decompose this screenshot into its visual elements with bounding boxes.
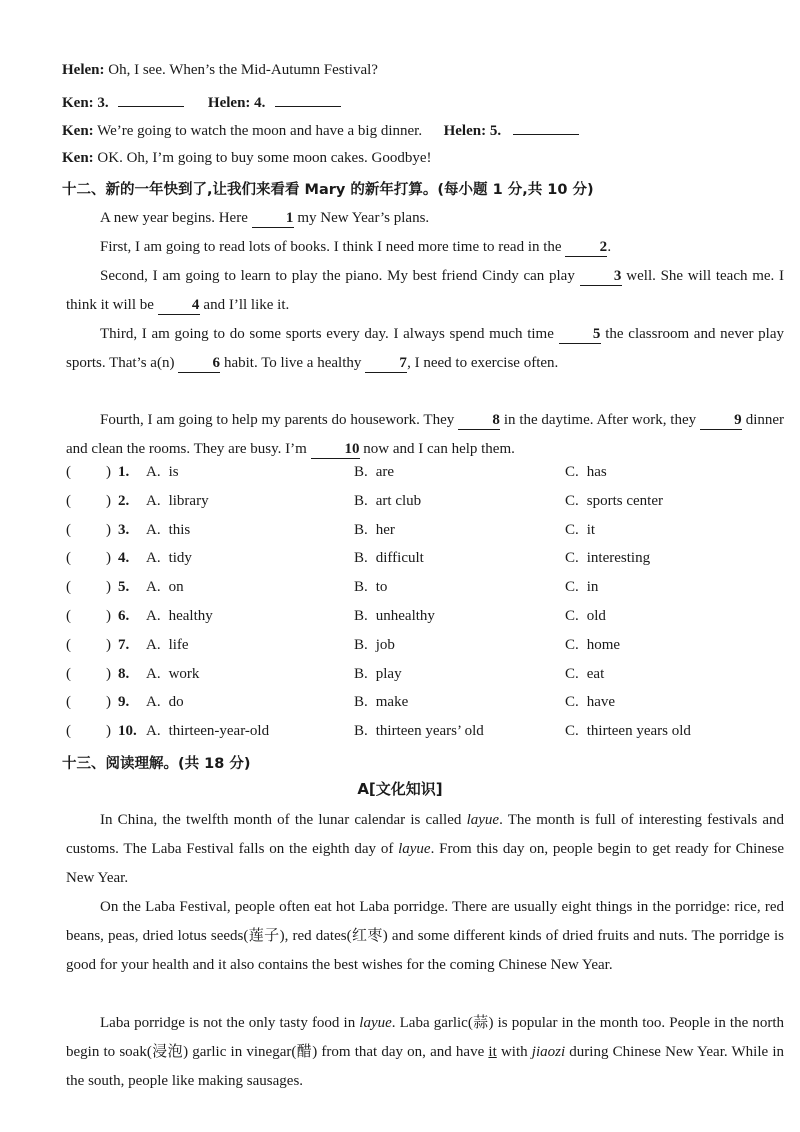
cloze-text: dinner and clean the rooms. They are busy. I’m — [66, 412, 785, 457]
option-text: make — [375, 694, 409, 711]
option-a[interactable] — [146, 522, 190, 539]
question-number: 5. — [118, 579, 130, 596]
option-label-c: C. — [565, 464, 579, 480]
answer-paren-open[interactable]: ( — [66, 636, 71, 653]
option-text: to — [375, 579, 388, 596]
reading-text: . The month is full of interesting festivals and customs. The Laba Festival falls on the eighth day of — [66, 812, 785, 857]
option-label-a: A. — [146, 550, 161, 567]
cloze-blank-1[interactable]: 1 — [252, 209, 294, 228]
option-row-5 — [66, 579, 784, 608]
option-text: work — [168, 665, 200, 682]
answer-paren-open[interactable]: ( — [66, 550, 71, 567]
answer-blank-3[interactable] — [118, 92, 184, 107]
option-c[interactable] — [565, 550, 650, 567]
pinyin-term: layue — [359, 1015, 392, 1031]
speaker-label: Helen: — [62, 62, 105, 78]
option-row-8 — [66, 666, 784, 695]
option-text: tidy — [168, 550, 192, 567]
option-text: interesting — [586, 550, 651, 567]
option-text: sports center — [586, 492, 663, 509]
option-a[interactable] — [146, 723, 269, 740]
option-b[interactable] — [354, 522, 395, 539]
cloze-paragraph-5 — [66, 406, 784, 464]
option-c[interactable] — [565, 637, 620, 654]
cloze-blank-6[interactable]: 6 — [178, 354, 220, 373]
speaker-label: Helen: — [207, 95, 251, 111]
option-label-a: A. — [146, 492, 161, 509]
option-b[interactable] — [354, 464, 394, 481]
answer-paren-open[interactable]: ( — [66, 521, 71, 538]
option-label-b: B. — [354, 694, 368, 711]
option-text: have — [586, 694, 616, 711]
option-c[interactable] — [565, 666, 604, 683]
answer-paren-close[interactable]: ) — [106, 550, 111, 567]
option-text: old — [586, 607, 606, 624]
answer-paren-close[interactable]: ) — [106, 723, 111, 740]
answer-paren-close[interactable]: ) — [106, 636, 111, 653]
option-row-4 — [66, 550, 784, 579]
cloze-paragraph-4 — [66, 320, 784, 378]
section-13-title: 十三、阅读理解。(共 18 分) — [62, 756, 251, 772]
option-label-c: C. — [565, 579, 579, 596]
option-text: on — [168, 579, 184, 596]
option-label-a: A. — [146, 723, 161, 740]
dialogue-text: Oh, I see. When’s the Mid-Autumn Festival? — [104, 62, 378, 78]
cloze-text: and I’ll like it. — [203, 297, 290, 313]
dialogue-line-1 — [62, 62, 378, 79]
option-text: is — [168, 464, 179, 480]
option-c[interactable] — [565, 723, 691, 740]
answer-paren-open[interactable]: ( — [66, 607, 71, 624]
option-label-b: B. — [354, 492, 368, 509]
option-label-c: C. — [565, 550, 579, 567]
speaker-label: Ken: — [62, 123, 94, 139]
option-label-b: B. — [354, 550, 368, 567]
passage-title: A[文化知识] — [357, 780, 443, 798]
question-number: 9. — [118, 694, 130, 711]
option-b[interactable] — [354, 694, 408, 711]
dialogue-line-2 — [62, 92, 341, 112]
cloze-text: the classroom and never play sports. That’s a(n) — [66, 326, 784, 371]
option-label-c: C. — [565, 723, 579, 740]
cloze-blank-4[interactable]: 4 — [158, 296, 200, 315]
cloze-text: my New Year’s plans. — [297, 210, 430, 226]
reading-text: . Laba garlic(蒜) is popular in the month too. People in the north begin to soak(浸泡) garlic in vinegar(醋) from that day on, and have — [66, 1015, 784, 1060]
option-label-a: A. — [146, 464, 161, 480]
answer-paren-close[interactable]: ) — [106, 521, 111, 538]
option-label-b: B. — [354, 723, 368, 740]
cloze-blank-3[interactable]: 3 — [580, 267, 622, 286]
option-b[interactable] — [354, 579, 387, 596]
cloze-blank-7[interactable]: 7 — [365, 354, 407, 373]
option-a[interactable] — [146, 493, 209, 510]
option-text: are — [375, 464, 395, 480]
option-a[interactable] — [146, 608, 213, 625]
cloze-blank-5[interactable]: 5 — [559, 325, 601, 344]
reading-text: with — [500, 1044, 528, 1060]
option-a[interactable] — [146, 464, 179, 481]
reading-paragraph-2: On the Laba Festival, people often eat hot Laba porridge. There are usually eight things in the porridge: rice, red beans, peas, dried lotus seeds(莲子), red dates(红枣) and some different kinds of dried fruits and nuts. The porridge is good for your health and it also contains the best wishes for the coming Chinese New Year. — [66, 899, 784, 973]
cloze-blank-8[interactable]: 8 — [458, 411, 500, 430]
answer-blank-5[interactable] — [513, 120, 579, 135]
option-c[interactable] — [565, 493, 663, 510]
option-text: this — [168, 521, 191, 538]
option-row-10 — [66, 723, 784, 752]
cloze-blank-9[interactable]: 9 — [700, 411, 742, 430]
option-label-a: A. — [146, 579, 161, 596]
option-b[interactable] — [354, 493, 421, 510]
answer-paren-close[interactable]: ) — [106, 694, 111, 711]
answer-paren-close[interactable]: ) — [106, 579, 111, 596]
cloze-text: . — [607, 239, 612, 255]
reading-text: In China, the twelfth month of the lunar calendar is called — [100, 812, 462, 828]
option-text: thirteen years old — [586, 723, 691, 740]
cloze-text: well. She will teach me. I think it will be — [66, 268, 784, 313]
option-label-c: C. — [565, 492, 579, 509]
reading-text: Laba porridge is not the only tasty food in — [100, 1015, 356, 1031]
cloze-paragraph-3 — [66, 262, 784, 320]
pinyin-term: layue — [466, 812, 500, 828]
speaker-label: Ken: — [62, 150, 94, 166]
option-text: life — [168, 636, 189, 653]
option-text: healthy — [168, 607, 213, 624]
cloze-paragraph-2 — [66, 233, 784, 262]
option-row-2 — [66, 493, 784, 522]
dialogue-line-3 — [62, 120, 579, 140]
option-c[interactable] — [565, 464, 607, 481]
option-label-b: B. — [354, 665, 368, 682]
option-text: thirteen years’ old — [375, 723, 484, 740]
option-row-9 — [66, 694, 784, 723]
option-label-c: C. — [565, 694, 579, 711]
option-row-1 — [66, 464, 784, 493]
option-text: it — [586, 521, 596, 538]
options-list — [66, 464, 784, 752]
option-text: do — [168, 694, 184, 711]
option-b[interactable] — [354, 550, 424, 567]
option-label-a: A. — [146, 521, 161, 538]
question-number: 5. — [486, 123, 502, 139]
question-number: 3. — [93, 95, 109, 111]
option-c[interactable] — [565, 694, 615, 711]
cloze-text: habit. To live a healthy — [223, 355, 362, 371]
question-number: 3. — [118, 521, 130, 538]
option-b[interactable] — [354, 637, 395, 654]
speaker-label: Helen: — [443, 123, 487, 139]
option-label-a: A. — [146, 636, 161, 653]
cloze-blank-10[interactable]: 10 — [311, 440, 360, 459]
question-number: 2. — [118, 492, 130, 509]
option-label-b: B. — [354, 579, 368, 596]
option-label-a: A. — [146, 665, 161, 682]
cloze-text: First, I am going to read lots of books. I think I need more time to read in the — [100, 239, 562, 255]
pinyin-term: layue — [398, 841, 431, 857]
option-label-a: A. — [146, 607, 161, 624]
answer-paren-close[interactable]: ) — [106, 665, 111, 682]
speaker-label: Ken: — [62, 95, 94, 111]
cloze-blank-2[interactable]: 2 — [565, 238, 607, 257]
option-text: in — [586, 579, 599, 596]
question-number: 4. — [250, 95, 266, 111]
answer-paren-close[interactable]: ) — [106, 464, 111, 480]
cloze-paragraph-1 — [66, 204, 784, 233]
option-label-b: B. — [354, 464, 368, 480]
option-text: unhealthy — [375, 607, 435, 624]
answer-paren-close[interactable]: ) — [106, 492, 111, 509]
cloze-text: Second, I am going to learn to play the piano. My best friend Cindy can play — [100, 268, 575, 284]
reading-paragraph-3 — [66, 1009, 784, 1096]
question-number: 1. — [118, 464, 130, 480]
option-text: job — [375, 636, 395, 653]
option-a[interactable] — [146, 579, 184, 596]
reading-paragraph-1 — [66, 806, 784, 893]
option-label-c: C. — [565, 636, 579, 653]
option-b[interactable] — [354, 666, 402, 683]
option-label-a: A. — [146, 694, 161, 711]
answer-paren-open[interactable]: ( — [66, 464, 71, 480]
option-b[interactable] — [354, 608, 435, 625]
cloze-text: A new year begins. Here — [100, 210, 248, 226]
answer-blank-4[interactable] — [275, 92, 341, 107]
option-c[interactable] — [565, 579, 598, 596]
answer-paren-open[interactable]: ( — [66, 723, 71, 740]
answer-paren-open[interactable]: ( — [66, 694, 71, 711]
answer-paren-open[interactable]: ( — [66, 579, 71, 596]
question-number: 4. — [118, 550, 130, 567]
section-12-title: 十二、新的一年快到了,让我们来看看 Mary 的新年打算。(每小题 1 分,共 10 分) — [62, 182, 594, 198]
dialogue-line-4 — [62, 150, 432, 167]
option-row-6 — [66, 608, 784, 637]
option-text: her — [375, 521, 395, 538]
option-text: thirteen-year-old — [168, 723, 270, 740]
option-a[interactable] — [146, 550, 192, 567]
dialogue-text: We’re going to watch the moon and have a big dinner. — [93, 123, 423, 139]
cloze-text: now and I can help them. — [363, 441, 515, 457]
option-a[interactable] — [146, 637, 189, 654]
option-text: eat — [586, 665, 605, 682]
answer-paren-open[interactable]: ( — [66, 665, 71, 682]
option-text: art club — [375, 492, 422, 509]
option-label-c: C. — [565, 607, 579, 624]
cloze-text: Third, I am going to do some sports every day. I always spend much time — [100, 326, 554, 342]
underlined-word: it — [488, 1044, 497, 1060]
option-a[interactable] — [146, 666, 199, 683]
option-label-b: B. — [354, 636, 368, 653]
option-row-3 — [66, 522, 784, 551]
cloze-text: , I need to exercise often. — [407, 355, 559, 371]
option-c[interactable] — [565, 522, 595, 539]
reading-text: during Chinese New Year. While in the south, people like making sausages. — [66, 1044, 785, 1089]
option-c[interactable] — [565, 608, 606, 625]
question-number: 10. — [118, 723, 137, 740]
option-label-c: C. — [565, 521, 579, 538]
answer-paren-open[interactable]: ( — [66, 492, 71, 509]
option-text: has — [586, 464, 607, 480]
dialogue-text: OK. Oh, I’m going to buy some moon cakes. Goodbye! — [93, 150, 432, 166]
option-text: home — [586, 636, 621, 653]
option-row-7 — [66, 637, 784, 666]
option-text: library — [168, 492, 209, 509]
option-text: difficult — [375, 550, 424, 567]
option-text: play — [375, 665, 402, 682]
pinyin-term: jiaozi — [531, 1044, 566, 1060]
answer-paren-close[interactable]: ) — [106, 607, 111, 624]
option-label-b: B. — [354, 607, 368, 624]
cloze-text: in the daytime. After work, they — [503, 412, 697, 428]
reading-text: . From this day on, people begin to get ready for Chinese New Year. — [66, 841, 784, 886]
option-label-c: C. — [565, 665, 579, 682]
question-number: 7. — [118, 636, 130, 653]
option-b[interactable] — [354, 723, 484, 740]
cloze-text: Fourth, I am going to help my parents do housework. They — [100, 412, 455, 428]
option-label-b: B. — [354, 521, 368, 538]
option-a[interactable] — [146, 694, 184, 711]
question-number: 6. — [118, 607, 130, 624]
question-number: 8. — [118, 665, 130, 682]
